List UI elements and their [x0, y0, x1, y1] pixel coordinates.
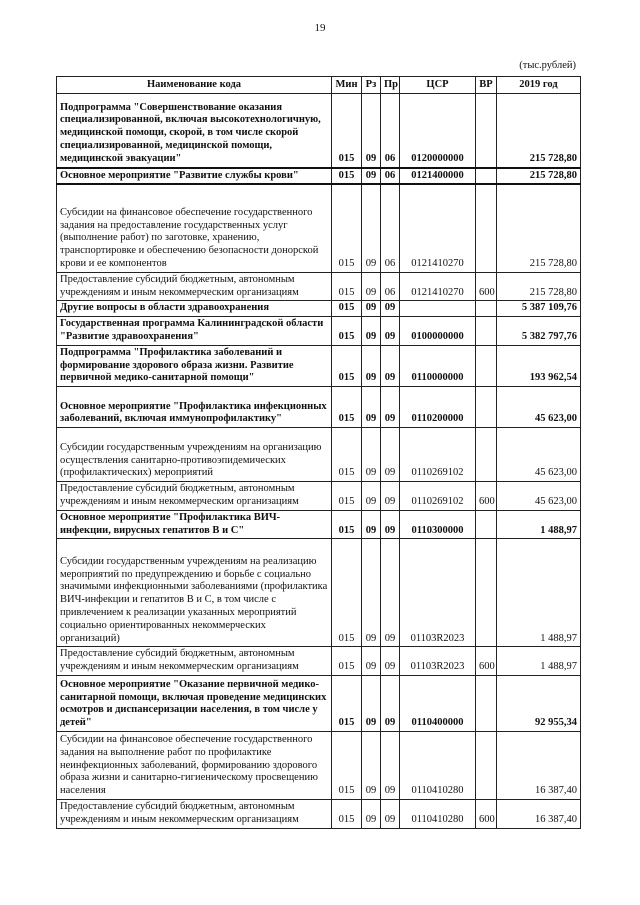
row-name-cell: Предоставление субсидий бюджетным, автономным учреждениям и иным некоммерческим организациям [57, 647, 332, 676]
budget-table [56, 76, 581, 829]
row-vr-cell [476, 184, 497, 272]
row-name-cell: Основное мероприятие "Профилактика ВИЧ-инфекции, вирусных гепатитов В и С" [57, 510, 332, 539]
row-name-cell: Предоставление субсидий бюджетным, автономным учреждениям и иным некоммерческим организациям [57, 482, 332, 511]
row-vr-cell [476, 168, 497, 185]
row-pr-cell: 09 [381, 731, 400, 799]
row-amount-cell: 45 623,00 [497, 428, 581, 482]
row-csr-cell: 0121400000 [400, 168, 476, 185]
table-row [57, 510, 581, 539]
row-rz-cell: 09 [362, 317, 381, 346]
row-csr-cell: 0110400000 [400, 675, 476, 731]
table-row [57, 168, 581, 185]
row-csr-cell: 0110200000 [400, 387, 476, 428]
row-name-cell: Подпрограмма "Профилактика заболеваний и формирование здорового образа жизни. Развитие первичной медико-санитарной помощи" [57, 345, 332, 386]
table-row [57, 345, 581, 386]
row-name-cell: Основное мероприятие "Профилактика инфекционных заболеваний, включая иммунопрофилактику" [57, 387, 332, 428]
row-amount-cell: 5 382 797,76 [497, 317, 581, 346]
row-rz-cell: 09 [362, 301, 381, 317]
row-name-cell: Подпрограмма "Совершенствование оказания специализированной, включая высокотехнологичную, медицинской помощи, скорой, в том числе скорой специализированной, медицинской помощи, медицинской эвакуации" [57, 94, 332, 168]
row-vr-cell: 600 [476, 799, 497, 828]
row-name-cell: Основное мероприятие "Развитие службы крови" [57, 168, 332, 185]
row-min-cell: 015 [332, 799, 362, 828]
row-csr-cell: 0120000000 [400, 94, 476, 168]
row-pr-cell: 09 [381, 482, 400, 511]
row-vr-cell: 600 [476, 647, 497, 676]
row-csr-cell: 0110410280 [400, 799, 476, 828]
row-pr-cell: 09 [381, 647, 400, 676]
row-vr-cell [476, 387, 497, 428]
row-pr-cell: 09 [381, 345, 400, 386]
table-header-row [57, 77, 581, 94]
row-min-cell: 015 [332, 428, 362, 482]
row-amount-cell: 45 623,00 [497, 387, 581, 428]
row-min-cell: 015 [332, 731, 362, 799]
row-rz-cell: 09 [362, 675, 381, 731]
row-name-cell: Предоставление субсидий бюджетным, автономным учреждениям и иным некоммерческим организациям [57, 272, 332, 301]
row-amount-cell: 1 488,97 [497, 647, 581, 676]
row-csr-cell: 0110410280 [400, 731, 476, 799]
row-pr-cell: 09 [381, 539, 400, 647]
row-vr-cell: 600 [476, 272, 497, 301]
row-rz-cell: 09 [362, 731, 381, 799]
row-amount-cell: 215 728,80 [497, 168, 581, 185]
row-rz-cell: 09 [362, 94, 381, 168]
table-row [57, 799, 581, 828]
row-amount-cell: 215 728,80 [497, 184, 581, 272]
row-pr-cell: 09 [381, 317, 400, 346]
row-vr-cell [476, 301, 497, 317]
header-pr: Пр [381, 77, 400, 94]
row-pr-cell: 09 [381, 799, 400, 828]
row-rz-cell: 09 [362, 272, 381, 301]
row-amount-cell: 16 387,40 [497, 731, 581, 799]
header-year: 2019 год [497, 77, 581, 94]
row-pr-cell: 09 [381, 428, 400, 482]
header-name: Наименование кода [57, 77, 332, 94]
table-row [57, 675, 581, 731]
row-csr-cell: 0121410270 [400, 272, 476, 301]
row-min-cell: 015 [332, 539, 362, 647]
header-min: Мин [332, 77, 362, 94]
row-amount-cell: 92 955,34 [497, 675, 581, 731]
row-vr-cell [476, 94, 497, 168]
row-rz-cell: 09 [362, 539, 381, 647]
row-csr-cell [400, 301, 476, 317]
page-number: 19 [314, 22, 326, 34]
row-amount-cell: 5 387 109,76 [497, 301, 581, 317]
row-pr-cell: 06 [381, 94, 400, 168]
row-amount-cell: 1 488,97 [497, 510, 581, 539]
row-rz-cell: 09 [362, 184, 381, 272]
row-rz-cell: 09 [362, 647, 381, 676]
row-amount-cell: 193 962,54 [497, 345, 581, 386]
row-min-cell: 015 [332, 301, 362, 317]
table-row [57, 539, 581, 647]
row-min-cell: 015 [332, 317, 362, 346]
row-vr-cell: 600 [476, 482, 497, 511]
units-label: (тыс.рублей) [519, 60, 576, 71]
row-vr-cell [476, 428, 497, 482]
row-csr-cell: 01103R2023 [400, 539, 476, 647]
row-amount-cell: 16 387,40 [497, 799, 581, 828]
table-row [57, 184, 581, 272]
row-vr-cell [476, 539, 497, 647]
row-min-cell: 015 [332, 675, 362, 731]
row-name-cell: Основное мероприятие "Оказание первичной медико-санитарной помощи, включая проведение медицинских осмотров и диспансеризации населения, в том числе у детей" [57, 675, 332, 731]
row-rz-cell: 09 [362, 482, 381, 511]
row-min-cell: 015 [332, 482, 362, 511]
row-vr-cell [476, 675, 497, 731]
table-row [57, 94, 581, 168]
row-vr-cell [476, 510, 497, 539]
row-min-cell: 015 [332, 94, 362, 168]
row-vr-cell [476, 317, 497, 346]
table-row [57, 387, 581, 428]
row-name-cell: Государственная программа Калининградской области "Развитие здравоохранения" [57, 317, 332, 346]
table-body [57, 94, 581, 829]
row-name-cell: Субсидии государственным учреждениям на организацию осуществления санитарно-противоэпидемических (профилактических) мероприятий [57, 428, 332, 482]
row-min-cell: 015 [332, 510, 362, 539]
row-rz-cell: 09 [362, 345, 381, 386]
row-rz-cell: 09 [362, 428, 381, 482]
row-rz-cell: 09 [362, 168, 381, 185]
table-row [57, 647, 581, 676]
row-csr-cell: 0110000000 [400, 345, 476, 386]
row-min-cell: 015 [332, 387, 362, 428]
row-pr-cell: 09 [381, 510, 400, 539]
row-min-cell: 015 [332, 184, 362, 272]
row-name-cell: Субсидии на финансовое обеспечение государственного задания на предоставление государственных услуг (выполнение работ) по заготовке, хранению, транспортировке и обеспечению безопасности донорской крови и ее компонентов [57, 184, 332, 272]
row-pr-cell: 06 [381, 272, 400, 301]
row-csr-cell: 0110300000 [400, 510, 476, 539]
row-csr-cell: 0121410270 [400, 184, 476, 272]
row-amount-cell: 215 728,80 [497, 94, 581, 168]
row-name-cell: Предоставление субсидий бюджетным, автономным учреждениям и иным некоммерческим организациям [57, 799, 332, 828]
table-row [57, 731, 581, 799]
header-vr: ВР [476, 77, 497, 94]
table-row [57, 482, 581, 511]
row-pr-cell: 09 [381, 301, 400, 317]
row-pr-cell: 09 [381, 387, 400, 428]
row-min-cell: 015 [332, 272, 362, 301]
row-pr-cell: 06 [381, 184, 400, 272]
row-name-cell: Субсидии государственным учреждениям на реализацию мероприятий по предупреждению и борьбе с социально значимыми инфекционными заболеваниями (профилактика ВИЧ-инфекции и гепатитов В и С, в том числе с привлечением к реализации указанных мероприятий социально ориентированных некоммерческих организаций) [57, 539, 332, 647]
row-csr-cell: 01103R2023 [400, 647, 476, 676]
row-pr-cell: 09 [381, 675, 400, 731]
table-row [57, 301, 581, 317]
row-csr-cell: 0100000000 [400, 317, 476, 346]
table-row [57, 272, 581, 301]
row-amount-cell: 215 728,80 [497, 272, 581, 301]
row-rz-cell: 09 [362, 510, 381, 539]
row-min-cell: 015 [332, 345, 362, 386]
row-rz-cell: 09 [362, 387, 381, 428]
row-name-cell: Субсидии на финансовое обеспечение государственного задания на выполнение работ по профилактике неинфекционных заболеваний, формированию здорового образа жизни и санитарно-гигиеническому просвещению населения [57, 731, 332, 799]
row-pr-cell: 06 [381, 168, 400, 185]
row-vr-cell [476, 731, 497, 799]
row-name-cell: Другие вопросы в области здравоохранения [57, 301, 332, 317]
row-amount-cell: 1 488,97 [497, 539, 581, 647]
row-rz-cell: 09 [362, 799, 381, 828]
header-rz: Рз [362, 77, 381, 94]
header-csr: ЦСР [400, 77, 476, 94]
row-amount-cell: 45 623,00 [497, 482, 581, 511]
row-csr-cell: 0110269102 [400, 482, 476, 511]
table-row [57, 428, 581, 482]
row-vr-cell [476, 345, 497, 386]
row-csr-cell: 0110269102 [400, 428, 476, 482]
row-min-cell: 015 [332, 647, 362, 676]
table-row [57, 317, 581, 346]
row-min-cell: 015 [332, 168, 362, 185]
